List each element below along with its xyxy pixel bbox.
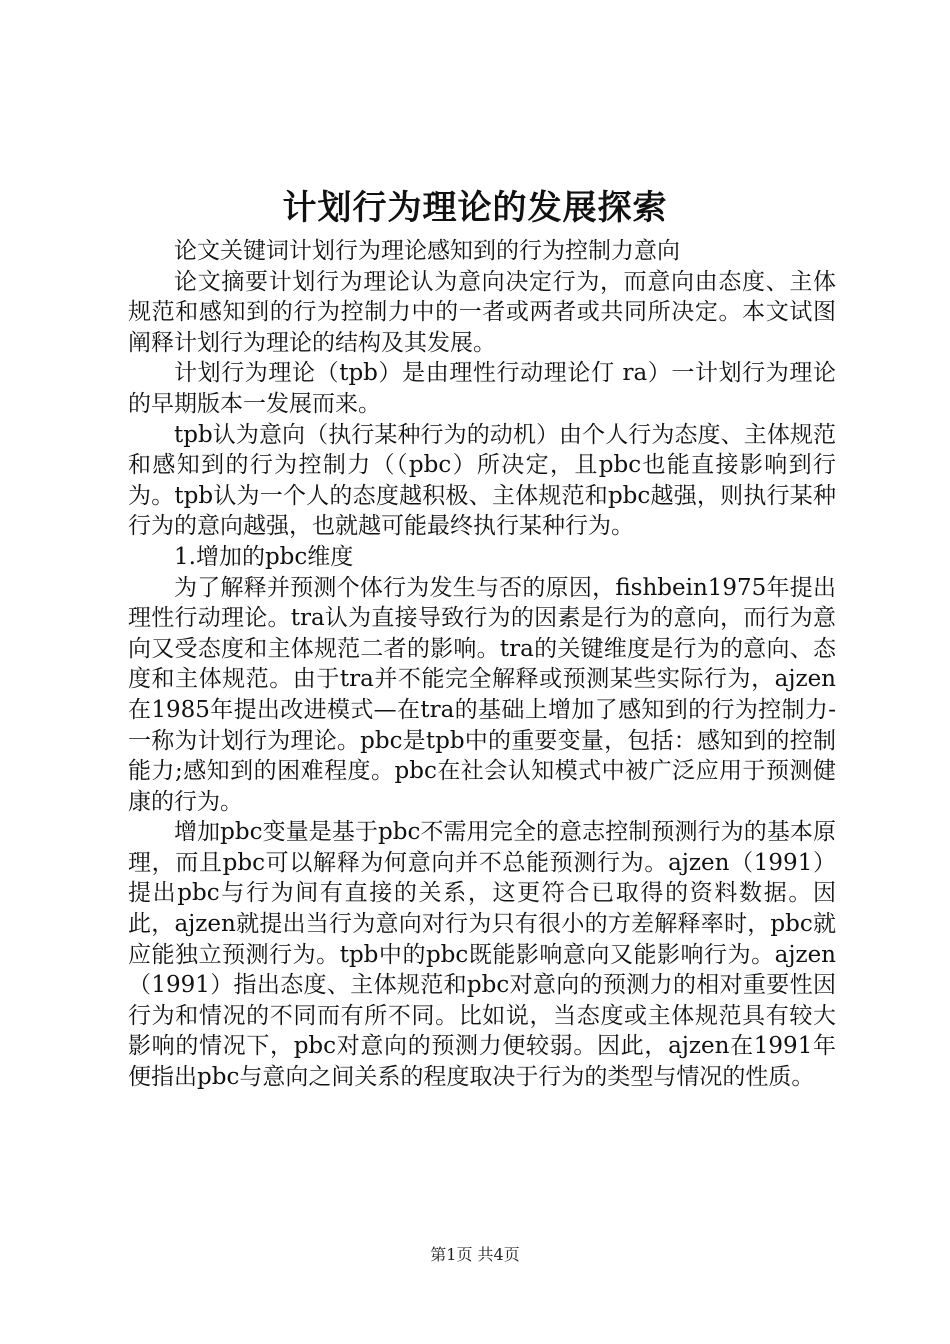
document-title: 计划行为理论的发展探索 bbox=[282, 188, 668, 228]
abstract-paragraph: 论文摘要计划行为理论认为意向决定行为，而意向由态度、主体规范和感知到的行为控制力中的一者或两者或共同所决定。本文试图阐释计划行为理论的结构及其发展。 bbox=[128, 268, 836, 356]
body-paragraph: tpb认为意向（执行某种行为的动机）由个人行为态度、主体规范和感知到的行为控制力（（pbc）所决定，且pbc也能直接影响到行为。tpb认为一个人的态度越积极、主体规范和pbc越强，则执行某种行为的意向越强，也就越可能最终执行某种行为。 bbox=[128, 421, 836, 540]
document-body bbox=[128, 236, 836, 1093]
body-paragraph: 增加pbc变量是基于pbc不需用完全的意志控制预测行为的基本原理，而且pbc可以解释为何意向并不总能预测行为。ajzen（1991）提出pbc与行为间有直接的关系，这更符合已取得的资料数据。因此，ajzen就提出当行为意向对行为只有很小的方差解释率时，pbc就应能独立预测行为。tpb中的pbc既能影响意向又能影响行为。ajzen（1991）指出态度、主体规范和pbc对意向的预测力的相对重要性因行为和情况的不同而有所不同。比如说，当态度或主体规范具有较大影响的情况下，pbc对意向的预测力便较弱。因此，ajzen在1991年便指出pbc与意向之间关系的程度取决于行为的类型与情况的性质。 bbox=[128, 819, 836, 1091]
body-paragraph: 为了解释并预测个体行为发生与否的原因，fishbein1975年提出理性行动理论。tra认为直接导致行为的因素是行为的意向，而行为意向又受态度和主体规范二者的影响。tra的关键维度是行为的意向、态度和主体规范。由于tra并不能完全解释或预测某些实际行为，ajzen在1985年提出改进模式—在tra的基础上增加了感知到的行为控制力-一称为计划行为理论。pbc是tpb中的重要变量，包括：感知到的控制能力;感知到的困难程度。pbc在社会认知模式中被广泛应用于预测健康的行为。 bbox=[128, 574, 836, 815]
section-heading: 1.增加的pbc维度 bbox=[174, 543, 354, 570]
body-paragraph: 计划行为理论（tpb）是由理性行动理论仃 ra）一计划行为理论的早期版本一发展而来。 bbox=[128, 360, 836, 417]
keywords-paragraph: 论文关键词计划行为理论感知到的行为控制力意向 bbox=[174, 238, 680, 264]
page-number-footer: 第1页 共4页 bbox=[430, 1245, 520, 1264]
